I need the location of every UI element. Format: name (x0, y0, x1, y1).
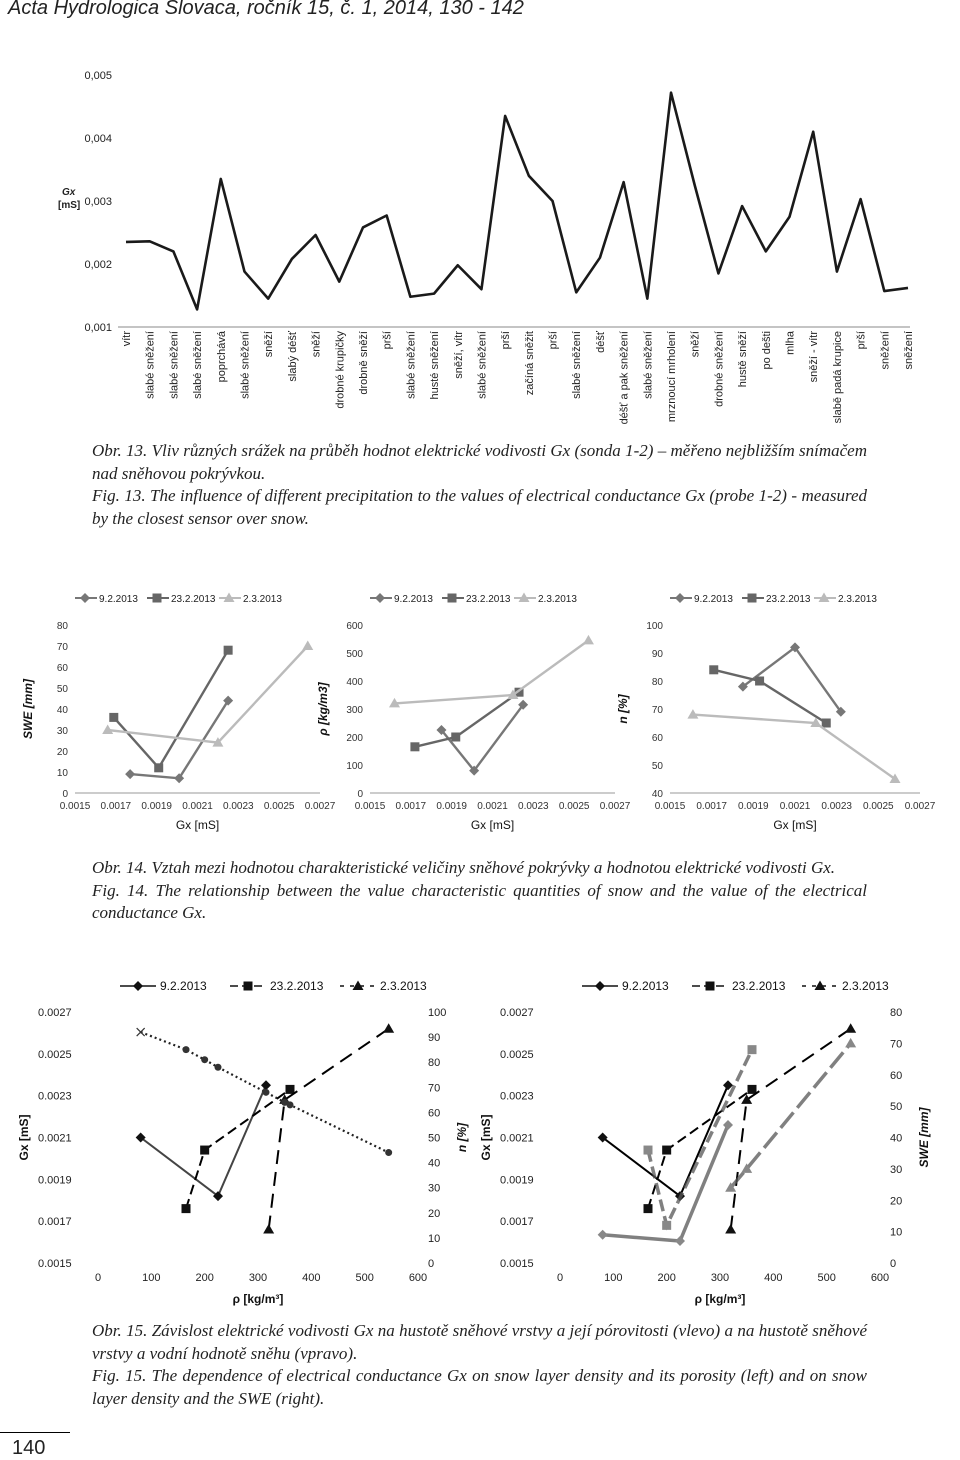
category-label: prší (855, 331, 868, 350)
data-line (126, 93, 908, 310)
x-tick-label: 0.0015 (654, 801, 686, 812)
x-tick-label: 600 (408, 1272, 428, 1284)
y-tick-label: 500 (346, 649, 363, 660)
legend-marker (748, 594, 757, 603)
data-point (224, 646, 233, 655)
y-tick-label: 0.0023 (500, 1090, 534, 1103)
data-point (200, 1146, 209, 1155)
y-tick-label: 0.0017 (38, 1216, 72, 1229)
series-line (269, 1029, 389, 1230)
page-number: 140 (12, 1437, 46, 1459)
y-axis-label-unit: [mS] (58, 200, 81, 211)
y2-tick-label: 90 (428, 1032, 441, 1045)
swe-point (748, 1045, 757, 1054)
y-tick-label: 0.0015 (38, 1258, 72, 1270)
y-tick-label: 0,001 (84, 322, 112, 334)
category-label: drobně sněží (357, 331, 370, 395)
x-tick-label: 0 (556, 1272, 564, 1284)
category-label: slabé sněžení (168, 331, 181, 399)
data-point (154, 763, 163, 772)
y2-tick-label: 100 (428, 1007, 447, 1019)
x-tick-label: 0.0025 (263, 801, 295, 812)
caption-fig13-en: Fig. 13. The influence of different precipitation to the values of electrical conductance Gx (probe 1-2) - measured by the closest sensor over snow. (92, 486, 867, 528)
y2-tick-label: 10 (890, 1226, 903, 1239)
legend-label: 2.3.2013 (838, 594, 877, 605)
category-label: drobné sněžení (713, 331, 726, 407)
legend-label: 23.2.2013 (466, 594, 511, 605)
x-tick-label: 0.0017 (696, 801, 727, 812)
category-label: slabý déšť (286, 331, 299, 382)
category-label: prší (500, 330, 513, 350)
journal-header: Acta Hydrologica Slovaca, ročník 15, č. 1, 2014, 130 - 142 (8, 0, 524, 19)
category-label: poprchává (215, 331, 228, 383)
data-point (662, 1146, 671, 1155)
series-line (130, 701, 228, 779)
figure-14-charts (0, 585, 960, 855)
legend-label: 2.3.2013 (842, 979, 889, 993)
y2-tick-label: 60 (890, 1069, 903, 1082)
series-line (714, 670, 827, 723)
y-tick-label: 0.0021 (38, 1132, 72, 1145)
x-axis-label: Gx [mS] (773, 818, 817, 832)
legend-label: 23.2.2013 (766, 594, 811, 605)
y-tick-label: 0,003 (84, 196, 112, 208)
y2-tick-label: 40 (428, 1157, 441, 1170)
legend-marker (375, 593, 385, 603)
legend-label: 9.2.2013 (694, 594, 733, 605)
series-line (108, 646, 308, 743)
y-tick-label: 0.0019 (38, 1174, 72, 1187)
legend-marker (706, 982, 715, 991)
y2-tick-label: 80 (890, 1007, 903, 1019)
swe-point (598, 1230, 608, 1240)
caption-fig14-en: Fig. 14. The relationship between the value characteristic quantities of snow and the value of the electrical conductance Gx. (92, 880, 867, 922)
y-tick-label: 0,002 (84, 259, 112, 271)
porosity-point (263, 1089, 270, 1096)
x-tick-label: 0.0027 (904, 801, 936, 812)
y-axis-label: ρ [kg/m3] (316, 682, 330, 736)
y-tick-label: 50 (56, 684, 68, 695)
x-tick-label: 400 (764, 1272, 783, 1284)
caption-fig14-cz: Obr. 14. Vztah mezi hodnotou charakteristické veličiny sněhové pokrývky a hodnotou elektrické vodivosti Gx. (92, 858, 836, 877)
y2-tick-label: 20 (428, 1207, 441, 1220)
y-tick-label: 0.0021 (500, 1132, 534, 1145)
footer-rule (0, 1432, 70, 1433)
y-axis-label: SWE [mm] (21, 679, 35, 739)
y-tick-label: 600 (346, 621, 363, 632)
x-tick-label: 0.0015 (59, 801, 91, 812)
y-tick-label: 90 (651, 649, 663, 660)
data-point (725, 1224, 736, 1234)
x-tick-label: 0.0015 (354, 801, 386, 812)
x-tick-label: 400 (302, 1272, 321, 1284)
x-tick-label: 500 (817, 1272, 836, 1284)
data-point (845, 1023, 856, 1032)
porosity-point (385, 1149, 392, 1156)
category-label: slabé sněžení (405, 331, 418, 399)
y-tick-label: 0,005 (84, 70, 112, 82)
y2-axis-label: n [%] (455, 1122, 469, 1153)
data-point (286, 1085, 295, 1094)
caption-fig15 (92, 1320, 867, 1410)
y-tick-label: 0.0027 (38, 1007, 72, 1019)
category-label: déšť (594, 331, 607, 353)
x-axis-label: ρ [kg/m³] (694, 1292, 746, 1306)
y-tick-label: 0.0025 (500, 1048, 534, 1061)
data-point (182, 1204, 191, 1213)
y-tick-label: 300 (346, 705, 363, 716)
swe-point (675, 1236, 685, 1246)
data-point (109, 713, 118, 722)
y2-tick-label: 50 (428, 1132, 441, 1145)
x-tick-label: 0.0025 (558, 801, 590, 812)
y-tick-label: 100 (646, 621, 663, 632)
y2-tick-label: 30 (428, 1182, 441, 1195)
legend-label: 2.3.2013 (380, 979, 427, 993)
x-tick-label: 300 (248, 1272, 268, 1284)
y-tick-label: 400 (346, 677, 363, 688)
legend-label: 23.2.2013 (171, 594, 216, 605)
data-point (410, 742, 419, 751)
x-tick-label: 200 (195, 1272, 214, 1284)
x-tick-label: 100 (142, 1272, 161, 1284)
y-tick-label: 40 (56, 705, 68, 716)
x-tick-label: 0.0021 (477, 801, 508, 812)
data-point (709, 665, 718, 674)
legend-marker (153, 594, 162, 603)
series-line (395, 640, 589, 703)
y-tick-label: 100 (346, 761, 363, 772)
caption-fig15-cz: Obr. 15. Závislost elektrické vodivosti Gx na hustotě sněhové vrstvy a její pórovitosti (vlevo) a na hustotě sněhové vrstvy a vodní hodnotě sněhu (vpravo). (92, 1321, 867, 1363)
category-label: vítr (121, 331, 133, 347)
x-tick-label: 0.0021 (779, 801, 811, 812)
y-tick-label: 60 (651, 733, 663, 744)
y-tick-label: 0.0027 (500, 1007, 534, 1019)
category-label: slabé sněžení (476, 331, 489, 399)
y2-tick-label: 10 (428, 1232, 441, 1245)
y2-axis-label: SWE [mm] (917, 1107, 931, 1168)
x-tick-label: 100 (604, 1272, 623, 1284)
category-label: sněžení (879, 331, 892, 370)
category-label: slabé sněžení (239, 331, 252, 399)
x-tick-label: 0.0023 (223, 801, 254, 812)
swe-point (662, 1221, 671, 1230)
category-label: husté sněžení (429, 331, 442, 400)
legend-marker (595, 981, 605, 991)
y-tick-label: 80 (56, 621, 68, 632)
y-tick-label: 0.0023 (38, 1090, 72, 1103)
porosity-point (201, 1056, 208, 1063)
category-label: drobné krupičky (334, 331, 347, 409)
y-tick-label: 10 (56, 768, 68, 779)
data-point (755, 677, 764, 686)
legend-marker (133, 981, 143, 991)
figure-15-charts (0, 970, 960, 1320)
y-tick-label: 70 (651, 705, 663, 716)
y-tick-label: 20 (56, 747, 68, 758)
data-point (644, 1204, 653, 1213)
porosity-point (137, 1028, 145, 1036)
y-tick-label: 0.0019 (500, 1174, 534, 1187)
series-line (114, 650, 228, 768)
y-tick-label: 0 (357, 789, 363, 800)
x-tick-label: 0.0027 (304, 801, 336, 812)
category-label: slabé sněžení (144, 331, 157, 399)
category-label: slabé sněžení (192, 331, 205, 399)
y-tick-label: 0.0017 (500, 1216, 534, 1229)
swe-point (644, 1146, 653, 1155)
x-tick-label: 0.0019 (436, 801, 467, 812)
y-axis-label: Gx [mS] (17, 1114, 31, 1161)
data-point (302, 641, 313, 651)
category-label: slabě padá krupice (831, 331, 844, 424)
y-tick-label: 0.0015 (500, 1258, 534, 1270)
y-tick-label: 30 (56, 726, 68, 737)
figure-13-line-chart (0, 55, 960, 495)
y-tick-label: 70 (56, 642, 68, 653)
x-tick-label: 0.0025 (863, 801, 894, 812)
legend-label: 9.2.2013 (622, 979, 669, 993)
data-point (451, 733, 460, 742)
porosity-point (215, 1064, 222, 1071)
legend-label: 9.2.2013 (394, 594, 433, 605)
data-point (583, 635, 594, 645)
porosity-point (183, 1046, 190, 1053)
category-label: slabé sněžení (571, 331, 584, 399)
swe-point (845, 1038, 856, 1048)
y2-tick-label: 70 (890, 1038, 903, 1051)
y-tick-label: 60 (56, 663, 68, 674)
y-tick-label: 40 (651, 789, 663, 800)
category-label: sněží (310, 331, 323, 358)
swe-point (723, 1120, 733, 1130)
data-point (748, 1085, 757, 1094)
y-tick-label: 50 (651, 761, 663, 772)
y-axis-label: Gx [mS] (479, 1114, 493, 1161)
y2-tick-label: 0 (428, 1258, 435, 1270)
y2-tick-label: 60 (428, 1107, 441, 1120)
y-axis-label: Gx (62, 187, 76, 198)
x-tick-label: 300 (710, 1272, 730, 1284)
x-tick-label: 0.0027 (599, 801, 631, 812)
category-label: sněží, vítr (452, 331, 465, 379)
legend-marker (675, 593, 685, 603)
y2-tick-label: 50 (890, 1101, 903, 1114)
legend-label: 23.2.2013 (270, 979, 324, 993)
y-axis-label: n [%] (616, 694, 630, 724)
caption-fig13-cz: Obr. 13. Vliv různých srážek na průběh hodnot elektrické vodivosti Gx (sonda 1-2) – měřeno nejbližším snímačem nad sněhovou pokrývkou. (92, 441, 867, 483)
y-tick-label: 0.0025 (38, 1048, 72, 1061)
legend-label: 2.3.2013 (243, 594, 282, 605)
swe-line (648, 1050, 752, 1226)
y2-tick-label: 20 (890, 1195, 903, 1208)
x-tick-label: 0.0017 (100, 801, 132, 812)
category-label: mrznoucí mrholení (666, 331, 679, 423)
y2-tick-label: 30 (890, 1163, 903, 1176)
y2-tick-label: 80 (428, 1057, 441, 1070)
data-point (822, 719, 831, 728)
caption-fig15-en: Fig. 15. The dependence of electrical conductance Gx on snow layer density and its porosity (left) and on snow layer density and the SWE (right). (92, 1366, 867, 1408)
legend-label: 9.2.2013 (99, 594, 138, 605)
category-label: sněžení (903, 331, 915, 370)
y2-tick-label: 40 (890, 1132, 903, 1145)
legend-marker (448, 594, 457, 603)
data-point (263, 1224, 274, 1234)
data-point (261, 1080, 271, 1090)
category-label: slabé sněžení (642, 331, 655, 399)
x-tick-label: 500 (355, 1272, 374, 1284)
legend-marker (80, 593, 90, 603)
x-tick-label: 0.0019 (738, 801, 769, 812)
x-tick-label: 0.0023 (518, 801, 549, 812)
x-tick-label: 0.0023 (821, 801, 852, 812)
category-label: déšť a pak sněžení (618, 331, 631, 425)
category-label: po dešti (760, 331, 773, 370)
category-label: sněží (263, 331, 276, 358)
x-tick-label: 0.0019 (141, 801, 172, 812)
caption-fig14 (92, 857, 867, 925)
x-axis-label: Gx [mS] (175, 818, 220, 832)
series-line (141, 1085, 266, 1196)
x-tick-label: 0 (94, 1272, 102, 1284)
caption-fig13 (92, 440, 867, 530)
y2-tick-label: 70 (428, 1082, 441, 1095)
data-point (383, 1023, 394, 1032)
y-tick-label: 80 (651, 677, 663, 688)
y-tick-label: 200 (346, 733, 363, 744)
x-tick-label: 0.0021 (182, 801, 213, 812)
series-line (693, 715, 895, 779)
x-tick-label: 600 (870, 1272, 890, 1284)
x-tick-label: 200 (657, 1272, 676, 1284)
swe-line (731, 1043, 851, 1187)
category-label: prší (547, 331, 560, 350)
legend-label: 9.2.2013 (160, 979, 207, 993)
porosity-point (287, 1101, 294, 1108)
category-label: mlha (784, 331, 797, 355)
y-tick-label: 0,004 (84, 133, 112, 145)
legend-label: 2.3.2013 (538, 594, 577, 605)
legend-marker (244, 982, 253, 991)
legend-label: 23.2.2013 (732, 979, 786, 993)
x-axis-label: ρ [kg/m³] (232, 1292, 284, 1306)
data-point (125, 769, 135, 779)
y-tick-label: 0 (62, 789, 68, 800)
category-label: sněží (689, 331, 702, 358)
category-label: sněží - vítr (808, 331, 821, 383)
x-axis-label: Gx [mS] (470, 818, 515, 832)
x-tick-label: 0.0017 (395, 801, 427, 812)
category-label: začíná sněžit (523, 331, 536, 396)
category-label: prší (381, 331, 394, 350)
category-label: hustě sněží (737, 331, 750, 388)
y2-tick-label: 0 (890, 1258, 897, 1270)
